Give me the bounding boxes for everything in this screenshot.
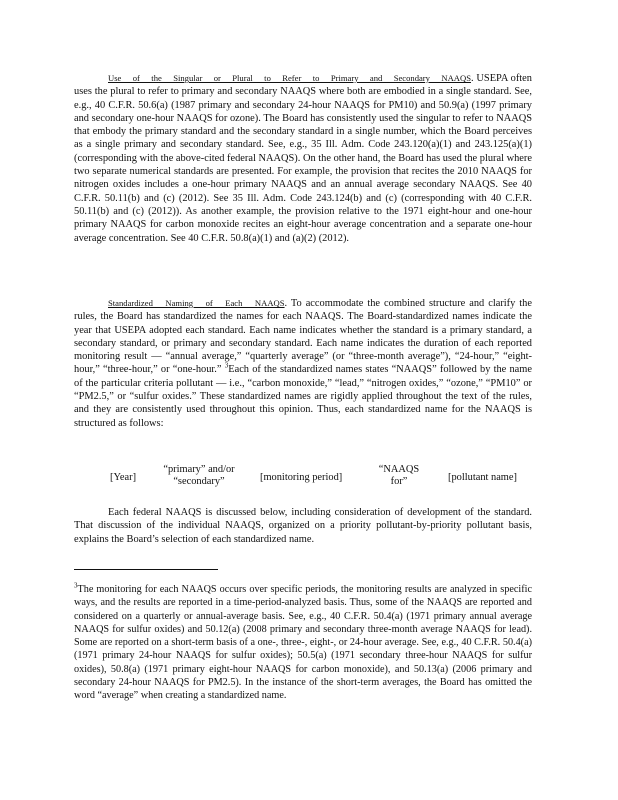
footnote-marker: 3 (74, 581, 78, 590)
footnote-text: The monitoring for each NAAQS occurs over specific periods, the monitoring results are analyzed in specific ways, and the results are reported in a time-period-analyzed basis. Thus, some of the NAAQS are reported and considered on a quarterly or annual-average basis. See, e.g., 40 C.F.R. 50.4(a) (1971 primary annual average NAAQS for sulfur oxides) and 50.12(a) (2008 primary and secondary three-month average NAAQS for lead). Some are reported on a short-term basis of a one-, three-, eight-, or 24-hour average. See, e.g., 40 C.F.R. 50.4(a) (1971 primary 24-hour NAAQS for sulfur oxides); 50.5(a) (1971 secondary three-hour NAAQS for sulfur oxides), 50.8(a) (1971 primary eight-hour NAAQS for carbon monoxide), and 50.13(a) (2006 primary and secondary 24-hour NAAQS for PM2.5). In the instance of the short-term averages, the Board has omitted the word “average” when creating a standardized name. (74, 584, 532, 702)
formula-monitoring-period: [monitoring period] (260, 472, 343, 483)
section-heading-standardized-naming: Standardized Naming of Each NAAQS (108, 298, 285, 308)
paragraph-discussion-intro (74, 506, 532, 546)
naming-structure-formula (74, 464, 532, 492)
footnote-divider (74, 569, 218, 570)
footnote-reference[interactable]: 3 (224, 362, 229, 371)
paragraph-text-continued: Each of the standardized names states “NAAQS” followed by the name of the particular criteria pollutant — i.e., “carbon monoxide,” “lead,” “nitrogen oxides,” “ozone,” “PM10” or “PM2.5,” or “sulfur oxides.” These standardized names are rigidly applied throughout the text of the rules, and they are consistently used throughout this opinion. Thus, each standardized name for the NAAQS is structured as follows: (74, 364, 532, 429)
formula-naaqs-line: “NAAQS (378, 464, 420, 475)
paragraph-singular-plural (74, 72, 532, 245)
section-heading-singular-plural: Use of the Singular or Plural to Refer to Primary and Secondary NAAQS (108, 73, 471, 83)
formula-year: [Year] (110, 472, 137, 483)
paragraph-text: . To accommodate the combined structure and clarify the rules, the Board has standardized the names for each NAAQS. The Board-standardized names indicate the year that USEPA adopted each standard. Each name indicates whether the standard is a primary standard, a secondary standard, or primary and secondary standard. Each name indicates the duration of each reported monitoring result — “annual average,” “quarterly average” (or “three-month average”), “24-hour,” “eight-hour,” “three-hour,” or “one-hour.” (74, 298, 532, 376)
formula-pollutant-name: [pollutant name] (448, 472, 517, 483)
formula-for-line: for” (390, 476, 408, 487)
paragraph-standardized-naming (74, 297, 532, 430)
footnote (74, 583, 532, 703)
formula-primary-secondary (154, 464, 244, 488)
paragraph-text: . USEPA often uses the plural to refer to primary and secondary NAAQS where both are embodied in a single standard. See, e.g., 40 C.F.R. 50.6(a) (1987 primary and secondary 24-hour NAAQS for PM10) and 50.9(a) (1997 primary and secondary one-hour NAAQS for ozone). The Board has consistently used the singular to refer to NAAQS that embody the primary standard and the secondary standard in a single number, which the Board perceives as a single primary and secondary standard. See, e.g., 35 Ill. Adm. Code 243.120(a)(1) and 243.125(a)(1) (corresponding with the above-cited federal NAAQS). On the other hand, the Board has used the plural where two separate numerical standards are presented. For example, the provision that recites the 2010 NAAQS for nitrogen oxides includes a one-hour primary NAAQS and an annual average secondary NAAQS. See 40 C.F.R. 50.11(b) and (c) (2012). See 35 Ill. Adm. Code 243.124(b) and (c) (corresponding with 40 C.F.R. 50.11(b) and (c) (2012)). As another example, the provision relative to the 1971 eight-hour and one-hour primary NAAQS for carbon monoxide recites an eight-hour average concentration and a separate one-hour average concentration. See 40 C.F.R. 50.8(a)(1) and (a)(2) (2012). (74, 73, 532, 244)
paragraph-text: Each federal NAAQS is discussed below, including consideration of development of the standard. That discussion of the individual NAAQS, organized on a priority pollutant-by-priority pollutant basis, explains the Board’s selection of each standardized name. (74, 507, 532, 545)
formula-naaqs-for (374, 464, 424, 488)
formula-primary-line: “primary” and/or (163, 464, 235, 475)
formula-secondary-line: “secondary” (173, 476, 225, 487)
